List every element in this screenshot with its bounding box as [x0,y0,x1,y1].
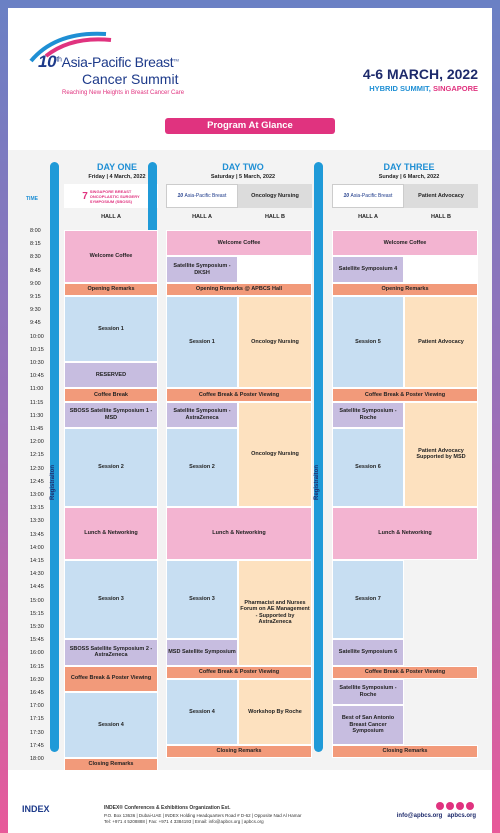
time-label: 10:45 [30,373,44,380]
time-label: 8:45 [30,267,41,274]
day3-satellite-roche: Satellite Symposium - Roche [332,402,404,428]
time-label: 15:15 [30,610,44,617]
day2-closing-remarks: Closing Remarks [166,745,312,758]
event-dates: 4-6 MARCH, 2022 [362,66,478,82]
day1-session-4: Session 4 [64,692,158,758]
time-label: 17:30 [30,729,44,736]
footer-links [397,813,476,819]
time-label: 15:00 [30,597,44,604]
registration-bar-day1 [50,162,59,752]
day3-session-7: Session 7 [332,560,404,639]
time-label: 11:45 [30,426,44,432]
day-one-hall-a: HALL A [101,214,121,220]
day3-best-of-san-antonio: Best of San Antonio Breast Cancer Symposium [332,705,404,745]
day-two-header: DAY TWO Saturday | 5 March, 2022 [210,162,276,180]
time-label: 14:00 [30,544,44,551]
time-label: 15:45 [30,637,44,644]
day3-session-5: Session 5 [332,296,404,388]
time-label: 10:00 [30,333,44,340]
day-three-header: DAY THREE Sunday | 6 March, 2022 [378,162,440,180]
time-label: 14:45 [30,584,44,591]
time-label: 9:15 [30,294,41,300]
index-logo: INDEX [22,804,50,814]
twitter-icon[interactable] [456,802,464,810]
day1-coffee-break: Coffee Break [64,388,158,401]
time-label: 17:15 [30,716,44,723]
day-one-header: DAY ONE Friday | 4 March, 2022 [88,162,146,180]
time-header: TIME [26,196,38,202]
day-three-hall-a: HALL A [358,214,378,220]
day-two-summit-logo: 10 Asia-Pacific Breast [166,184,238,208]
time-label: 10:30 [30,360,44,366]
time-label: 8:15 [30,241,41,248]
day2-lunch: Lunch & Networking [166,507,312,560]
day2-session-4: Session 4 [166,679,238,745]
day-three-hall-b: HALL B [430,214,452,220]
time-label: 16:15 [30,663,44,670]
time-label: 9:00 [30,280,41,287]
logo-title-line2: Cancer Summit [82,71,179,87]
day2-satellite-astrazeneca: Satellite Symposium - AstraZeneca [166,402,238,428]
time-label: 17:00 [30,703,44,710]
email-link[interactable]: info@apbcs.org [396,813,443,819]
registration-label-day1: Registraiton [50,464,56,500]
time-label: 12:30 [30,465,44,472]
day3-satellite-4: Satellite Symposium 4 [332,256,404,282]
social-icons [436,802,474,810]
time-label: 16:00 [30,650,44,657]
day3-coffee-break-2: Coffee Break & Poster Viewing [332,666,478,679]
time-label: 13:45 [30,531,44,538]
footer-info: INDEX® Conferences & Exhibitions Organization Est. P.O. Box 13636 | Dubai-UAE | INDEX Holding Headquarters Road # D-62 | Opposite Nad Al Hamar Tel: +971 4 5208888 | Fax: +971 4 3384193 | Email: info@apbcs.org | apbcs.org [104,805,302,825]
day3-satellite-roche-2: Satellite Symposium - Roche [332,679,404,705]
day2-session-2: Session 2 [166,428,238,507]
day1-coffee-break-poster: Coffee Break & Poster Viewing [64,666,158,692]
registration-bar-day3 [314,162,323,752]
instagram-icon[interactable] [446,802,454,810]
day3-coffee-break-1: Coffee Break & Poster Viewing [332,388,478,401]
day3-empty-slot [404,256,478,282]
youtube-icon[interactable] [466,802,474,810]
event-location: HYBRID SUMMIT, SINGAPORE [369,84,478,93]
day1-sboss-satellite-2: SBOSS Satellite Symposium 2 - AstraZeneca [64,639,158,665]
day3-satellite-6: Satellite Symposium 6 [332,639,404,665]
time-label: 9:45 [30,320,41,327]
day-three-track-header: Patient Advocacy [404,184,478,208]
time-label: 13:00 [30,492,44,498]
logo-title-line1: 10thAsia-Pacific Breast™ [38,52,179,71]
day1-closing-remarks: Closing Remarks [64,758,158,771]
day1-session-3: Session 3 [64,560,158,639]
time-label: 13:30 [30,518,44,525]
time-label: 12:00 [30,439,44,446]
day3-closing-remarks: Closing Remarks [332,745,478,758]
day3-lunch: Lunch & Networking [332,507,478,560]
day2-empty-slot [238,256,312,282]
day1-lunch: Lunch & Networking [64,507,158,560]
time-label: 9:30 [30,307,41,314]
time-label: 8:00 [30,228,41,234]
day1-session-2: Session 2 [64,428,158,507]
day2-welcome-coffee: Welcome Coffee [166,230,312,256]
time-label: 11:15 [30,399,44,406]
time-label: 11:00 [30,386,44,393]
day-two-track-header: Oncology Nursing [238,184,312,208]
day2-opening-remarks: Opening Remarks @ APBCS Hall [166,283,312,296]
time-label: 14:15 [30,558,44,564]
day3-opening-remarks: Opening Remarks [332,283,478,296]
day2-pharmacist-forum: Pharmacist and Nurses Forum on AE Management - Supported by AstraZeneca [238,560,312,666]
time-label: 10:15 [30,346,44,353]
time-label: 13:15 [30,505,44,512]
footer [8,798,492,833]
day-two-hall-b: HALL B [264,214,286,220]
time-label: 16:30 [30,676,44,683]
site-link[interactable]: apbcs.org [447,813,476,819]
day2-workshop-roche: Workshop By Roche [238,679,312,745]
time-label: 18:00 [30,756,44,762]
time-label: 14:30 [30,571,44,578]
day3-session-6: Session 6 [332,428,404,507]
day2-session-3: Session 3 [166,560,238,639]
day1-sboss-satellite-1: SBOSS Satellite Symposium 1 - MSD [64,402,158,428]
day1-welcome-coffee: Welcome Coffee [64,230,158,283]
day1-reserved: RESERVED [64,362,158,388]
time-label: 17:45 [30,742,44,749]
time-label: 8:30 [30,254,41,261]
time-label: 12:15 [30,452,44,459]
day-three-summit-logo: 10 Asia-Pacific Breast [332,184,404,208]
time-label: 15:30 [30,624,44,630]
day2-coffee-break-2: Coffee Break & Poster Viewing [166,666,312,679]
day2-oncology-nursing-1: Oncology Nursing [238,296,312,388]
day-two-hall-a: HALL A [192,214,212,220]
time-label: 11:30 [30,412,44,419]
schedule-grid [8,150,492,770]
day1-opening-remarks: Opening Remarks [64,283,158,296]
summit-logo [24,24,224,104]
facebook-icon[interactable] [436,802,444,810]
day2-msd-satellite: MSD Satellite Symposium [166,639,238,665]
day2-satellite-dksh: Satellite Symposium - DKSH [166,256,238,282]
page-title: Program At Glance [165,118,335,134]
sboss-logo: 7 SINGAPORE BREAST ONCOPLASTIC SURGERY SYMPOSIUM (SBOSS) [64,184,158,208]
logo-tagline: Reaching New Heights in Breast Cancer Care [62,90,185,96]
time-label: 12:45 [30,478,44,485]
day3-patient-advocacy-2: Patient Advocacy Supported by MSD [404,402,478,508]
day3-patient-advocacy-1: Patient Advocacy [404,296,478,388]
day2-oncology-nursing-2: Oncology Nursing [238,402,312,508]
registration-label-day3: Registraiton [314,464,320,500]
day2-coffee-break-1: Coffee Break & Poster Viewing [166,388,312,401]
day2-session-1: Session 1 [166,296,238,388]
day1-session-1: Session 1 [64,296,158,362]
day3-welcome-coffee: Welcome Coffee [332,230,478,256]
time-label: 16:45 [30,690,44,696]
